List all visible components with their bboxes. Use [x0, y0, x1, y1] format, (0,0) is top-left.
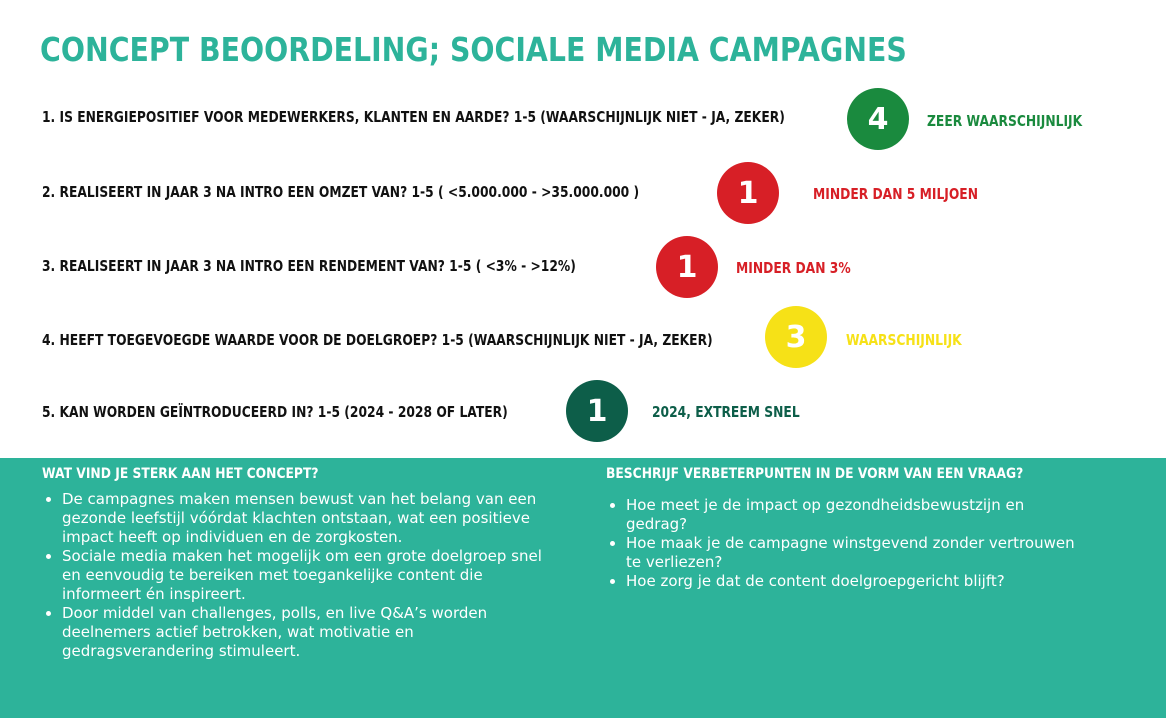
question-4-score-badge: 3	[765, 306, 827, 368]
question-5-score-label: 2024, EXTREEM SNEL	[652, 403, 800, 421]
list-item: • Hoe zorg je dat de content doelgroepgericht blijft?	[626, 572, 1086, 591]
question-4-score-label: WAARSCHIJNLIJK	[846, 331, 962, 349]
strengths-list	[42, 490, 542, 661]
question-1-score-badge: 4	[847, 88, 909, 150]
list-item: • Hoe meet je de impact op gezondheidsbewustzijn en gedrag?	[626, 496, 1086, 534]
question-2-score-badge: 1	[717, 162, 779, 224]
list-item: • Door middel van challenges, polls, en live Q&A’s worden deelnemers actief betrokken, wat motivatie en gedragsverandering stimuleert.	[62, 604, 542, 661]
improvements-heading: BESCHRIJF VERBETERPUNTEN IN DE VORM VAN EEN VRAAG?	[606, 466, 1024, 482]
improvements-list	[606, 496, 1086, 591]
list-item: • Hoe maak je de campagne winstgevend zonder vertrouwen te verliezen?	[626, 534, 1086, 572]
strengths-section	[42, 466, 542, 661]
question-3-score-badge: 1	[656, 236, 718, 298]
question-5-text: 5. KAN WORDEN GEÏNTRODUCEERD IN? 1-5 (2024 - 2028 OF LATER)	[42, 403, 508, 421]
feedback-panel	[0, 458, 1166, 718]
question-2-score-label: MINDER DAN 5 MILJOEN	[813, 185, 979, 203]
question-1-score-label: ZEER WAARSCHIJNLIJK	[927, 112, 1083, 130]
question-4-text: 4. HEEFT TOEGEVOEGDE WAARDE VOOR DE DOELGROEP? 1-5 (WAARSCHIJNLIJK NIET - JA, ZEKER)	[42, 331, 713, 349]
question-2-text: 2. REALISEERT IN JAAR 3 NA INTRO EEN OMZET VAN? 1-5 ( <5.000.000 - >35.000.000 )	[42, 183, 640, 201]
list-item: • De campagnes maken mensen bewust van het belang van een gezonde leefstijl vóórdat klachten ontstaan, wat een positieve impact heeft op individuen en de zorgkosten.	[62, 490, 542, 547]
strengths-heading: WAT VIND JE STERK AAN HET CONCEPT?	[42, 466, 319, 482]
question-5-score-badge: 1	[566, 380, 628, 442]
page-title: CONCEPT BEOORDELING; SOCIALE MEDIA CAMPAGNES	[40, 30, 907, 69]
list-item: • Sociale media maken het mogelijk om een grote doelgroep snel en eenvoudig te bereiken met toegankelijke content die informeert én inspireert.	[62, 547, 542, 604]
question-3-score-label: MINDER DAN 3%	[736, 259, 851, 277]
question-3-text: 3. REALISEERT IN JAAR 3 NA INTRO EEN RENDEMENT VAN? 1-5 ( <3% - >12%)	[42, 257, 576, 275]
question-1-text: 1. IS ENERGIEPOSITIEF VOOR MEDEWERKERS, KLANTEN EN AARDE? 1-5 (WAARSCHIJNLIJK NIET - JA, ZEKER)	[42, 108, 785, 126]
improvements-section	[606, 466, 1086, 591]
